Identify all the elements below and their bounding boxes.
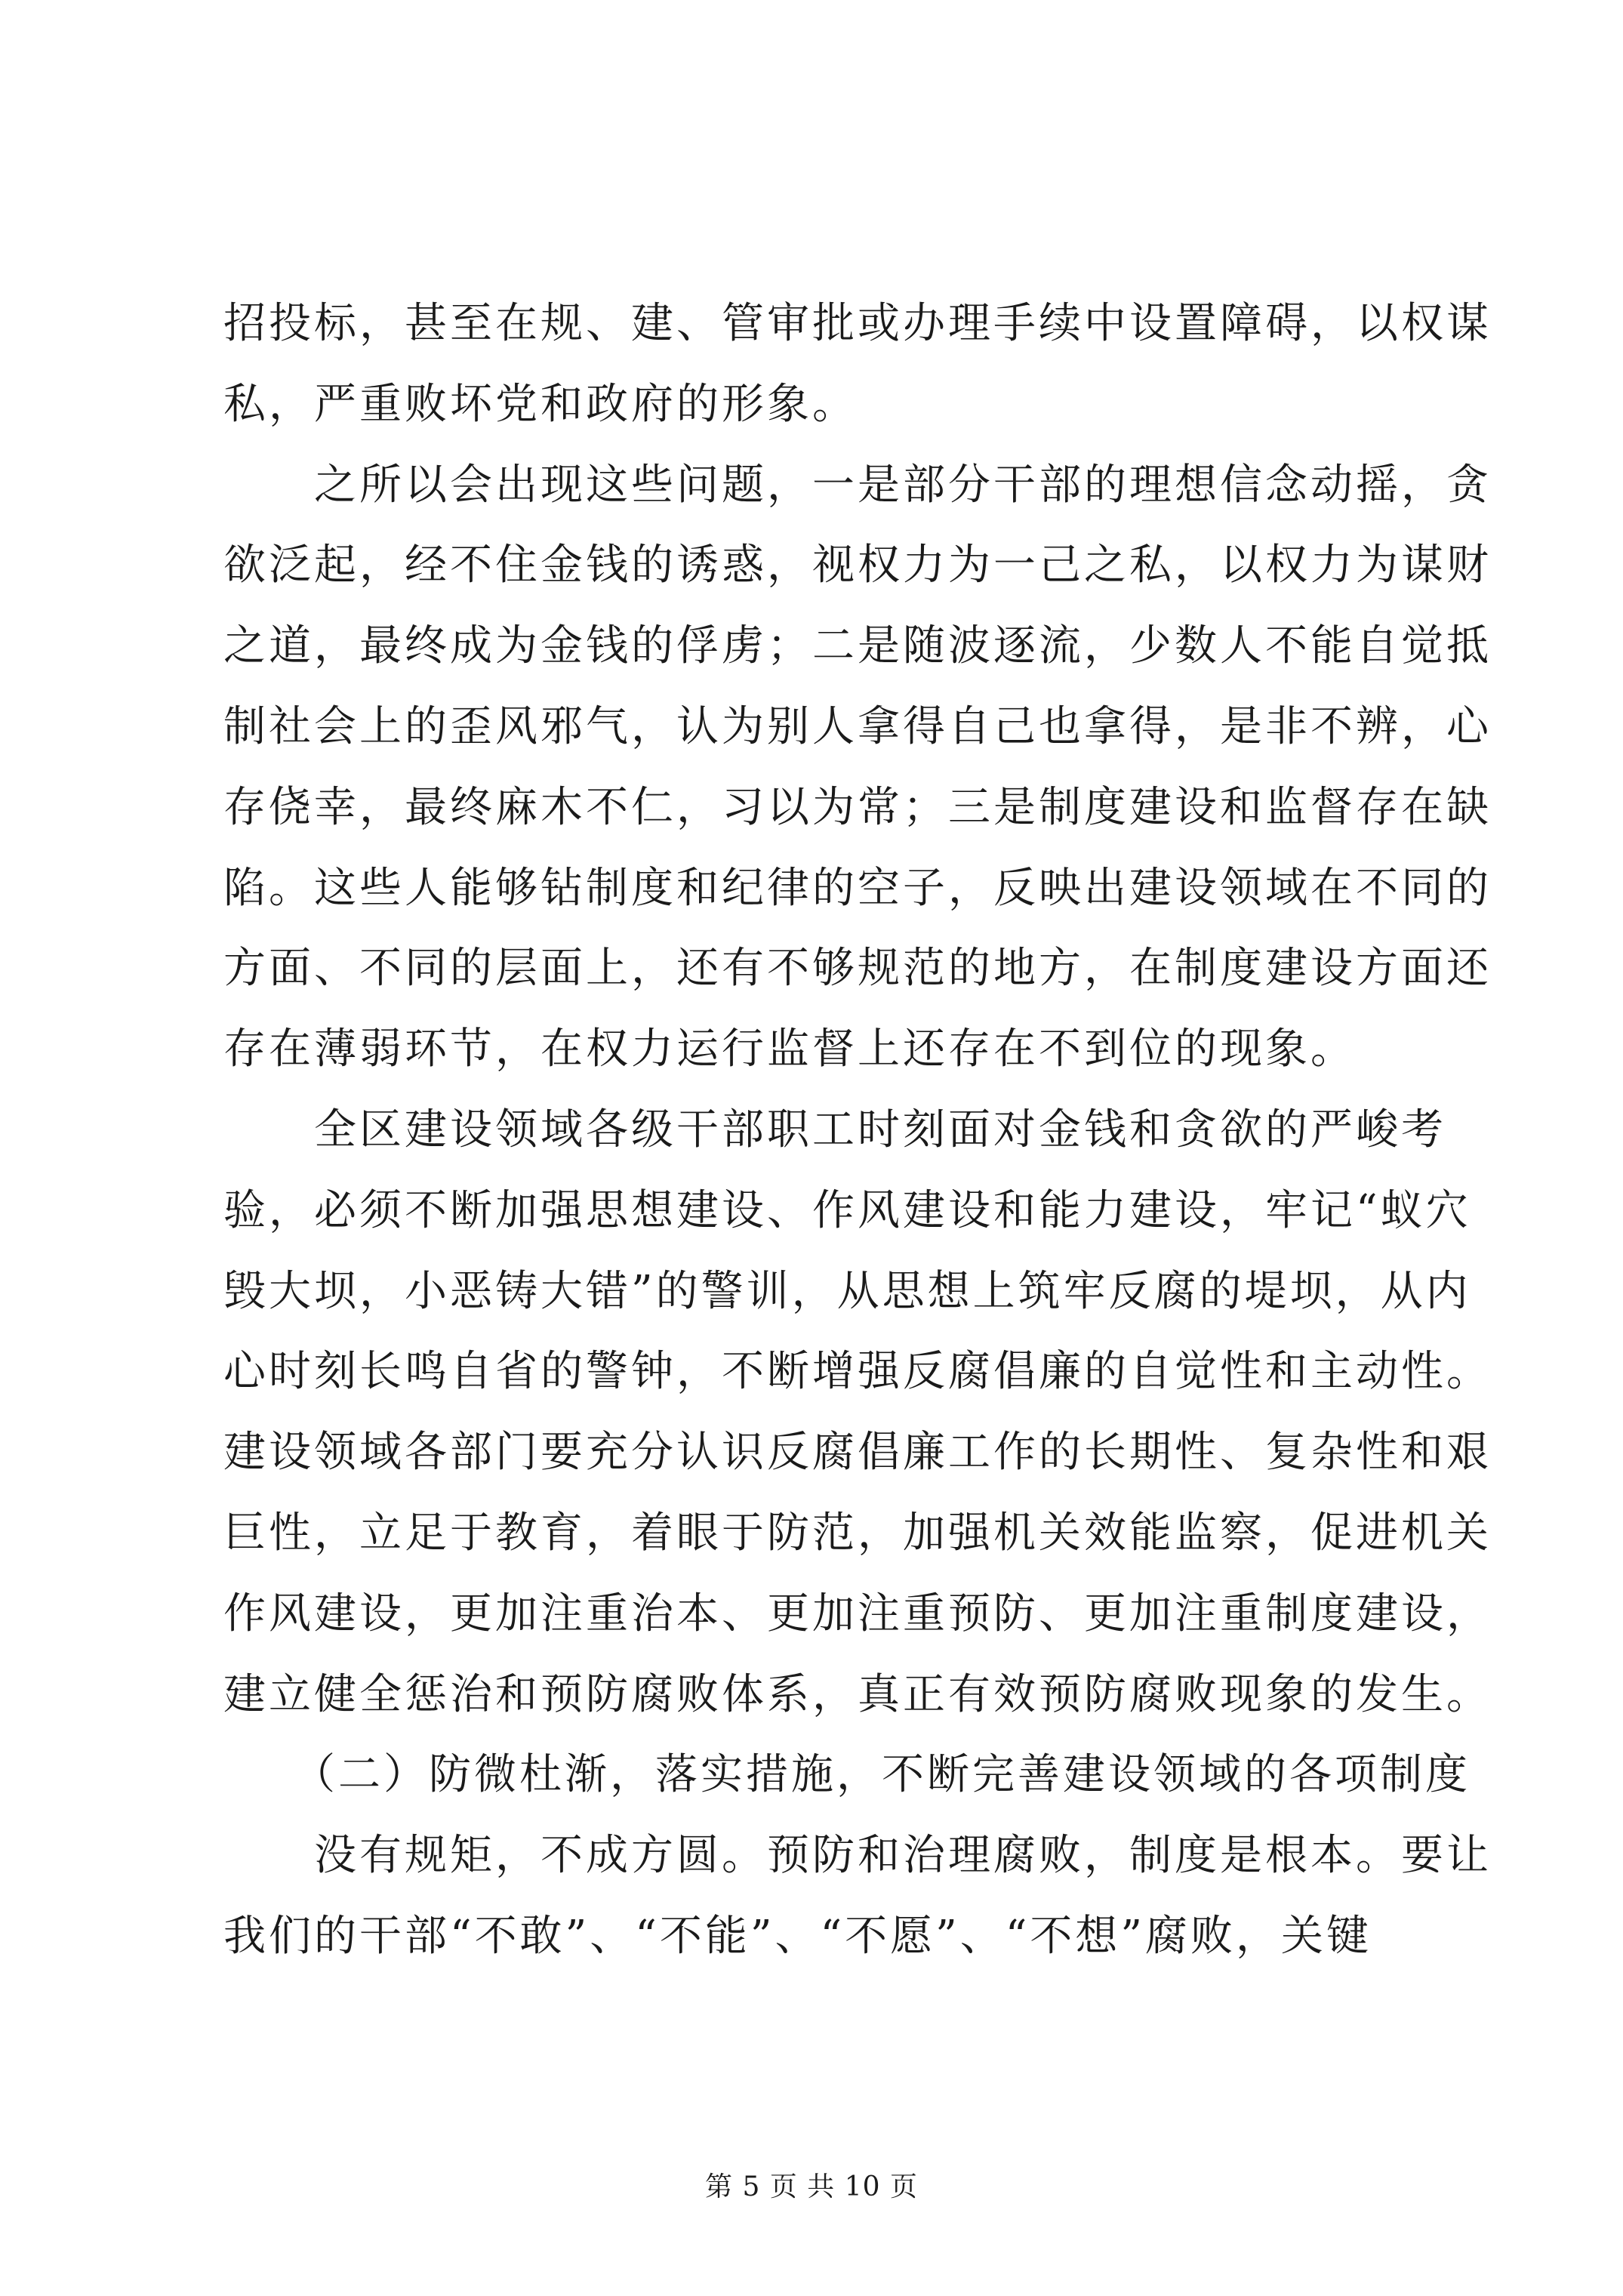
- text-line: 验，必须不断加强思想建设、作风建设和能力建设，牢记“蚁穴: [223, 1185, 1471, 1235]
- text-line: 之道，最终成为金钱的俘虏；二是随波逐流，少数人不能自觉抵: [223, 621, 1492, 671]
- text-line: 作风建设，更加注重治本、更加注重预防、更加注重制度建设，: [223, 1589, 1492, 1638]
- text-line: 没有规矩，不成方圆。预防和治理腐败，制度是根本。要让: [223, 1831, 1492, 1881]
- text-line: 毁大坝，小恶铸大错”的警训，从思想上筑牢反腐的堤坝，从内: [223, 1266, 1471, 1316]
- text-line: 心时刻长鸣自省的警钟，不断增强反腐倡廉的自觉性和主动性。: [223, 1347, 1492, 1397]
- section-heading: （二）防微杜渐，落实措施，不断完善建设领域的各项制度: [223, 1750, 1471, 1800]
- text-line: 制社会上的歪风邪气，认为别人拿得自己也拿得，是非不辨，心: [223, 701, 1492, 751]
- page-footer: 第 5 页 共 10 页: [705, 2171, 918, 2202]
- text-line: 全区建设领域各级干部职工时刻面对金钱和贪欲的严峻考: [223, 1105, 1446, 1154]
- text-line: 私，严重败坏党和政府的形象。: [223, 379, 858, 429]
- text-line: 存侥幸，最终麻木不仁，习以为常；三是制度建设和监督存在缺: [223, 782, 1492, 832]
- text-line: 存在薄弱环节，在权力运行监督上还存在不到位的现象。: [223, 1025, 1356, 1074]
- text-line: 巨性，立足于教育，着眼于防范，加强机关效能监察，促进机关: [223, 1508, 1492, 1558]
- body-text: [223, 284, 1492, 1977]
- text-line: 之所以会出现这些问题，一是部分干部的理想信念动摇，贪: [223, 460, 1492, 510]
- text-line: 欲泛起，经不住金钱的诱惑，视权力为一己之私，以权力为谋财: [223, 541, 1492, 590]
- text-line: 方面、不同的层面上，还有不够规范的地方，在制度建设方面还: [223, 944, 1492, 994]
- text-line: 招投标，甚至在规、建、管审批或办理手续中设置障碍，以权谋: [223, 299, 1492, 348]
- text-line: 建立健全惩治和预防腐败体系，真正有效预防腐败现象的发生。: [223, 1669, 1492, 1719]
- text-line: 我们的干部“不敢”、“不能”、“不愿”、“不想”腐败，关键: [223, 1911, 1372, 1961]
- text-line: 建设领域各部门要充分认识反腐倡廉工作的长期性、复杂性和艰: [223, 1428, 1492, 1478]
- text-line: 陷。这些人能够钻制度和纪律的空子，反映出建设领域在不同的: [223, 863, 1492, 913]
